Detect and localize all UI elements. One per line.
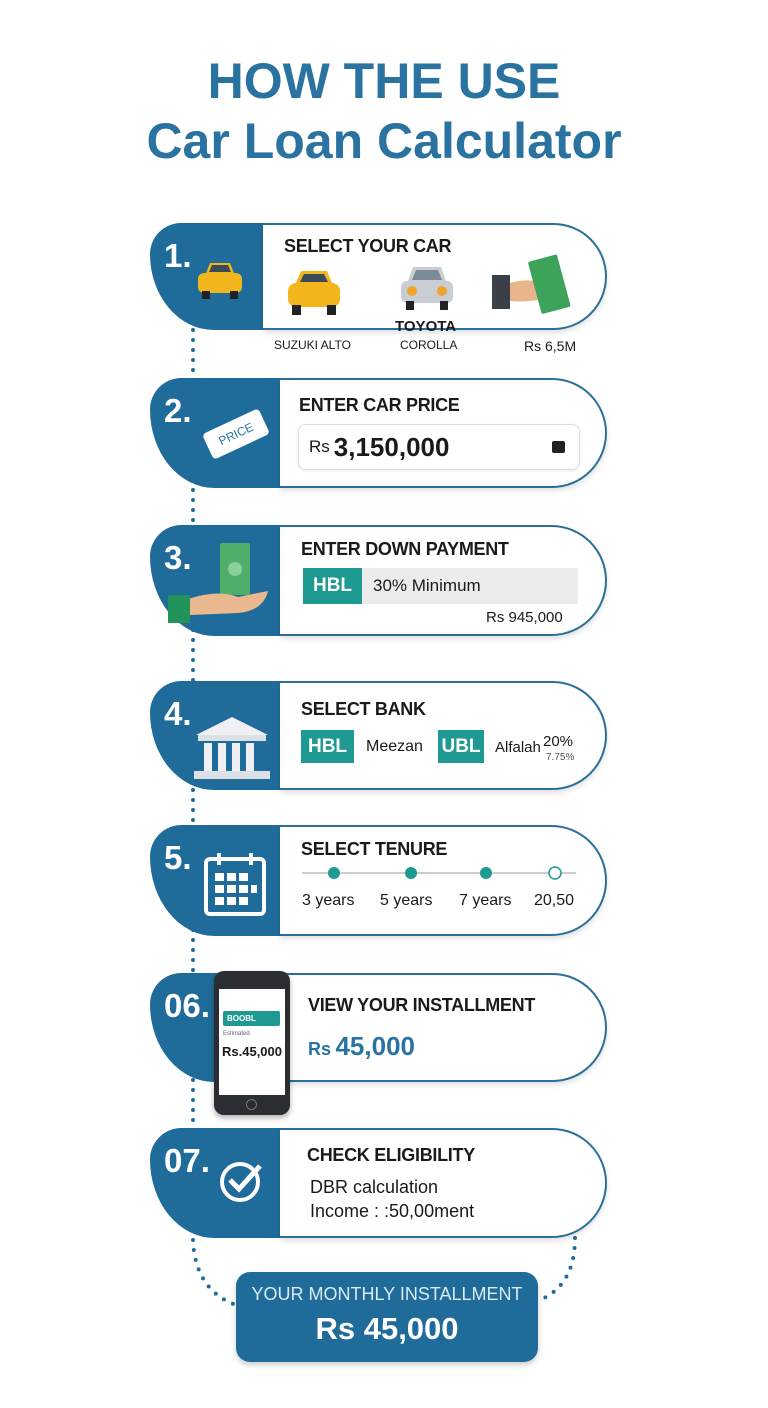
step-5-card (150, 825, 607, 936)
tenure-7-years[interactable]: 7 years (459, 892, 512, 909)
tenure-slider[interactable] (300, 865, 580, 881)
monthly-installment-box (236, 1272, 538, 1362)
phone-button: BOOBL (223, 1011, 280, 1026)
tenure-other[interactable]: 20,50 (534, 892, 575, 909)
step-4-card (150, 681, 607, 790)
step-heading: SELECT BANK (301, 699, 426, 719)
interest-rate: 20% (543, 733, 574, 750)
bank-option-alfalah[interactable]: Alfalah (495, 739, 541, 756)
step-heading: ENTER DOWN PAYMENT (301, 539, 509, 559)
tenure-5-years[interactable]: 5 years (380, 892, 433, 909)
step-2-card (150, 378, 607, 488)
step-7-card (150, 1128, 607, 1238)
step-number: 2. (164, 392, 192, 429)
step-number: 07. (164, 1142, 210, 1179)
step-6-card (150, 973, 607, 1082)
car-icon (194, 259, 246, 303)
step-number: 3. (164, 539, 192, 576)
option-price-6-5m[interactable]: Rs 6,5M (524, 338, 577, 354)
dbr-calculation: DBR calculation (310, 1177, 439, 1197)
income-line: Income : :50,00ment (310, 1201, 475, 1221)
car-price-value: 3,150,000 (333, 431, 450, 462)
check-circle-icon (218, 1158, 264, 1204)
down-payment-amount: Rs 945,000 (486, 609, 563, 626)
step-number: 4. (164, 695, 192, 732)
bank-building-icon (192, 713, 272, 783)
money-hand-icon (168, 541, 270, 623)
bank-badge-hbl: HBL (303, 568, 362, 604)
cash-hand-icon (490, 253, 580, 317)
step-number: 06. (164, 987, 210, 1024)
minimum-label: 30% Minimum (373, 576, 481, 595)
tenure-3-years[interactable]: 3 years (302, 892, 355, 909)
step-heading: SELECT TENURE (301, 839, 448, 859)
result-value: Rs 45,000 (315, 1311, 459, 1346)
step-heading: SELECT YOUR CAR (284, 236, 452, 256)
step-1-card (150, 223, 607, 354)
currency-label: Rs (309, 437, 330, 456)
calendar-icon (203, 851, 267, 917)
car-price-input[interactable] (298, 424, 580, 470)
bank-option-meezan[interactable]: Meezan (366, 738, 423, 755)
step-heading: ENTER CAR PRICE (299, 395, 460, 415)
installment-amount: Rs 45,000 (308, 1031, 415, 1061)
suzuki-car-icon[interactable] (284, 265, 344, 319)
bank-option-ubl[interactable]: UBL (438, 730, 484, 763)
title-line-2: Car Loan Calculator (146, 113, 622, 169)
result-label: YOUR MONTHLY INSTALLMENT (251, 1284, 523, 1304)
phone-icon (214, 971, 290, 1115)
dropdown-icon[interactable] (552, 441, 565, 453)
price-tag-icon: PRICE (202, 408, 270, 460)
down-payment-bar[interactable] (303, 568, 578, 604)
step-number: 1. (164, 237, 192, 274)
step-3-card (150, 525, 607, 636)
phone-label: Estimated (223, 1031, 250, 1037)
step-heading: VIEW YOUR INSTALLMENT (308, 995, 536, 1015)
interest-rate-sub: 7.75% (546, 752, 575, 763)
phone-value: Rs.45,000 (222, 1044, 282, 1059)
option-corolla[interactable]: COROLLA (400, 338, 458, 352)
option-toyota[interactable]: TOYOTA (395, 318, 457, 335)
option-suzuki-alto[interactable]: SUZUKI ALTO (274, 338, 351, 352)
corolla-car-icon[interactable] (398, 263, 456, 315)
bank-option-hbl[interactable]: HBL (301, 730, 354, 763)
step-number: 5. (164, 839, 192, 876)
step-heading: CHECK ELIGIBILITY (307, 1145, 475, 1165)
title-line-1: HOW THE USE (207, 53, 561, 109)
